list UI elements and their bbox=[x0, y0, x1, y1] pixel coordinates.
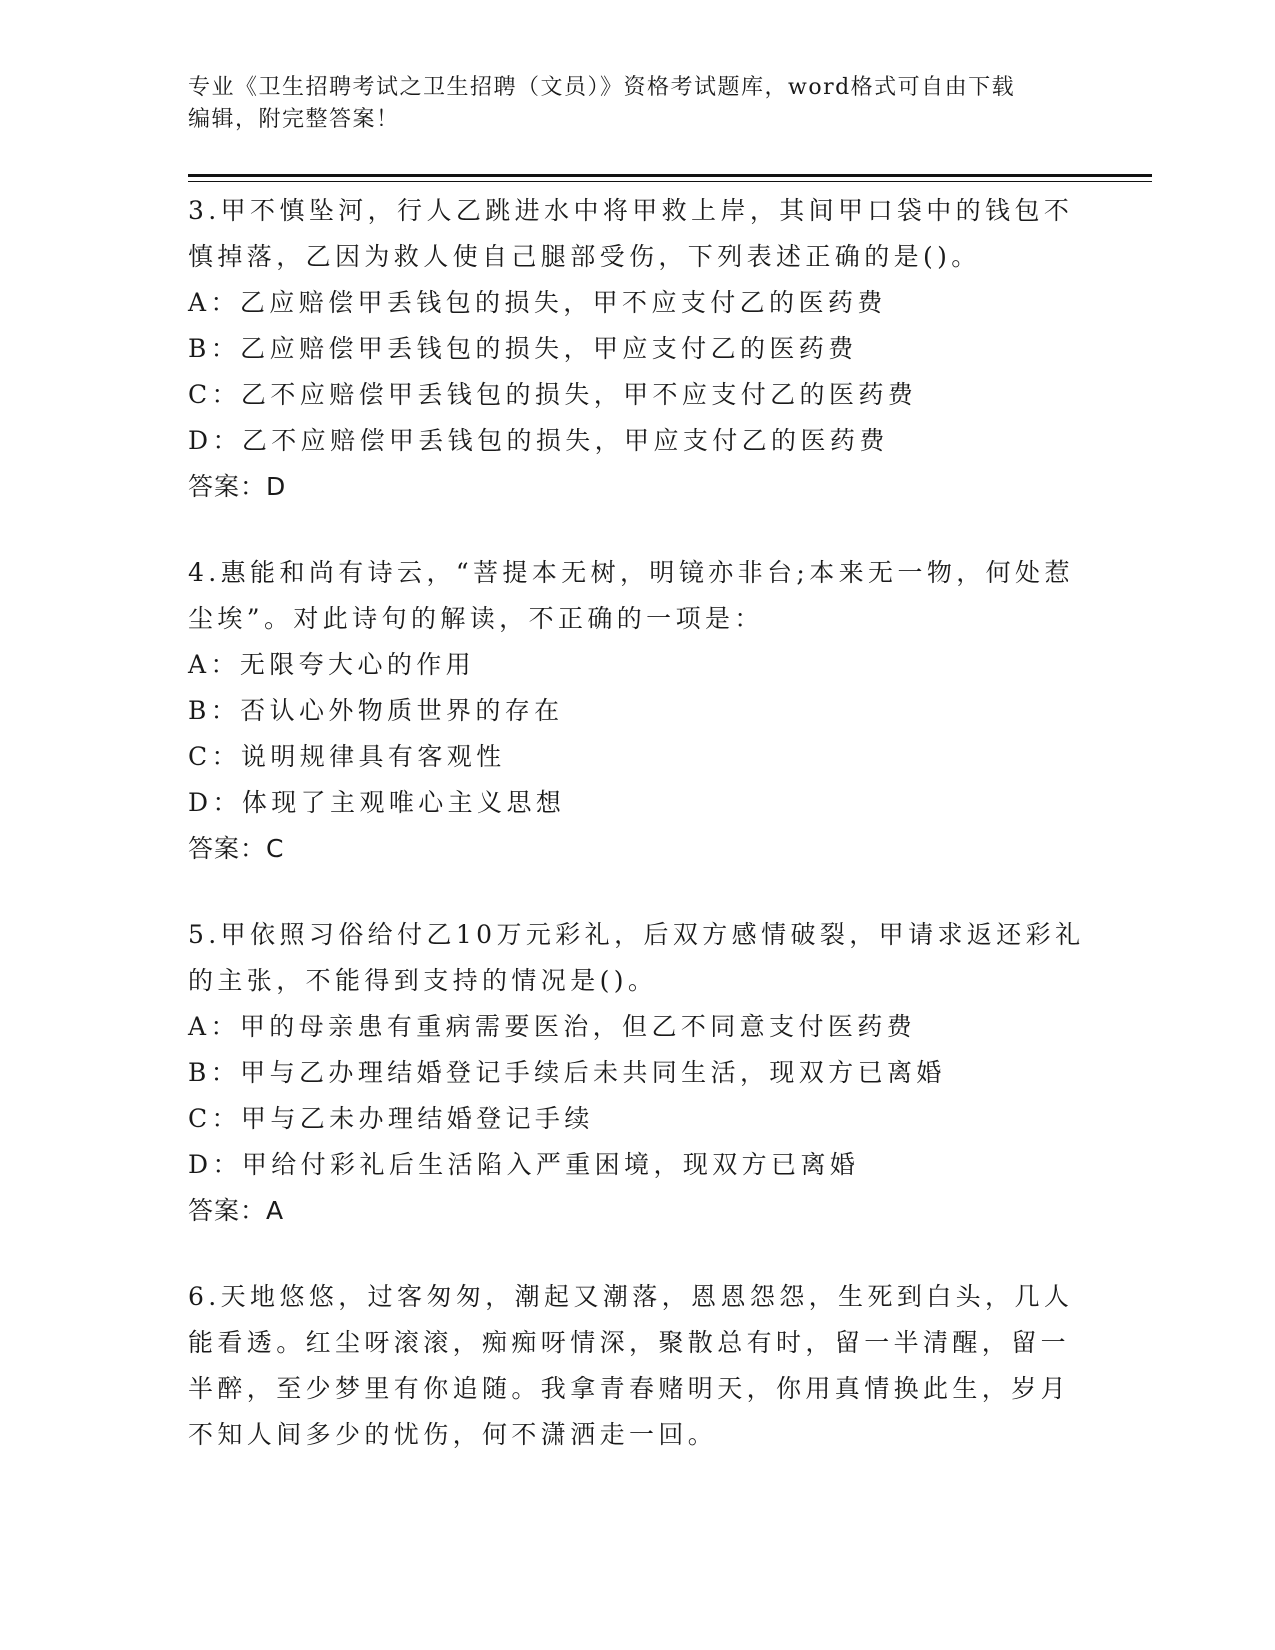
question-6 bbox=[188, 1274, 1088, 1458]
question-stem-line: 5.甲依照习俗给付乙10万元彩礼，后双方感情破裂，甲请求返还彩礼 bbox=[188, 920, 1085, 949]
option-b: B：否认心外物质世界的存在 bbox=[188, 696, 564, 725]
header-divider-thick bbox=[188, 174, 1152, 177]
option-a: A：无限夸大心的作用 bbox=[188, 650, 476, 679]
question-stem-line: 慎掉落，乙因为救人使自己腿部受伤，下列表述正确的是()。 bbox=[188, 242, 981, 271]
question-stem-line: 3.甲不慎坠河，行人乙跳进水中将甲救上岸，其间甲口袋中的钱包不 bbox=[188, 196, 1074, 225]
option-a: A：甲的母亲患有重病需要医治，但乙不同意支付医药费 bbox=[188, 1012, 917, 1041]
option-c: C：乙不应赔偿甲丢钱包的损失，甲不应支付乙的医药费 bbox=[188, 380, 918, 409]
option-b: B：甲与乙办理结婚登记手续后未共同生活，现双方已离婚 bbox=[188, 1058, 946, 1087]
question-stem-line: 6.天地悠悠，过客匆匆，潮起又潮落，恩恩怨怨，生死到白头，几人 bbox=[188, 1282, 1074, 1311]
question-3 bbox=[188, 188, 1088, 510]
header-line-1: 专业《卫生招聘考试之卫生招聘（文员）》资格考试题库，word格式可自由下载 bbox=[188, 75, 1016, 100]
question-5 bbox=[188, 912, 1088, 1234]
option-d: D：体现了主观唯心主义思想 bbox=[188, 788, 566, 817]
option-d: D：甲给付彩礼后生活陷入严重困境，现双方已离婚 bbox=[188, 1150, 860, 1179]
answer-label: 答案：D bbox=[188, 472, 287, 501]
option-d: D：乙不应赔偿甲丢钱包的损失，甲应支付乙的医药费 bbox=[188, 426, 889, 455]
question-stem-line: 4.惠能和尚有诗云，“菩提本无树，明镜亦非台;本来无一物，何处惹 bbox=[188, 558, 1074, 587]
question-stem-line: 的主张，不能得到支持的情况是()。 bbox=[188, 966, 658, 995]
question-stem-line: 能看透。红尘呀滚滚，痴痴呀情深，聚散总有时，留一半清醒，留一 bbox=[188, 1328, 1071, 1357]
question-stem-line: 尘埃”。对此诗句的解读，不正确的一项是： bbox=[188, 604, 764, 633]
question-4 bbox=[188, 550, 1088, 872]
question-stem-line: 半醉，至少梦里有你追随。我拿青春赌明天，你用真情换此生，岁月 bbox=[188, 1374, 1071, 1403]
answer-label: 答案：A bbox=[188, 1196, 285, 1225]
option-b: B：乙应赔偿甲丢钱包的损失，甲应支付乙的医药费 bbox=[188, 334, 858, 363]
option-c: C：说明规律具有客观性 bbox=[188, 742, 506, 771]
document-header bbox=[188, 72, 1088, 136]
question-list bbox=[188, 188, 1088, 1498]
option-c: C：甲与乙未办理结婚登记手续 bbox=[188, 1104, 594, 1133]
header-divider-thin bbox=[188, 181, 1152, 182]
header-line-2: 编辑，附完整答案！ bbox=[188, 107, 400, 132]
answer-label: 答案：C bbox=[188, 834, 285, 863]
question-stem-line: 不知人间多少的忧伤，何不潇洒走一回。 bbox=[188, 1420, 718, 1449]
option-a: A：乙应赔偿甲丢钱包的损失，甲不应支付乙的医药费 bbox=[188, 288, 887, 317]
